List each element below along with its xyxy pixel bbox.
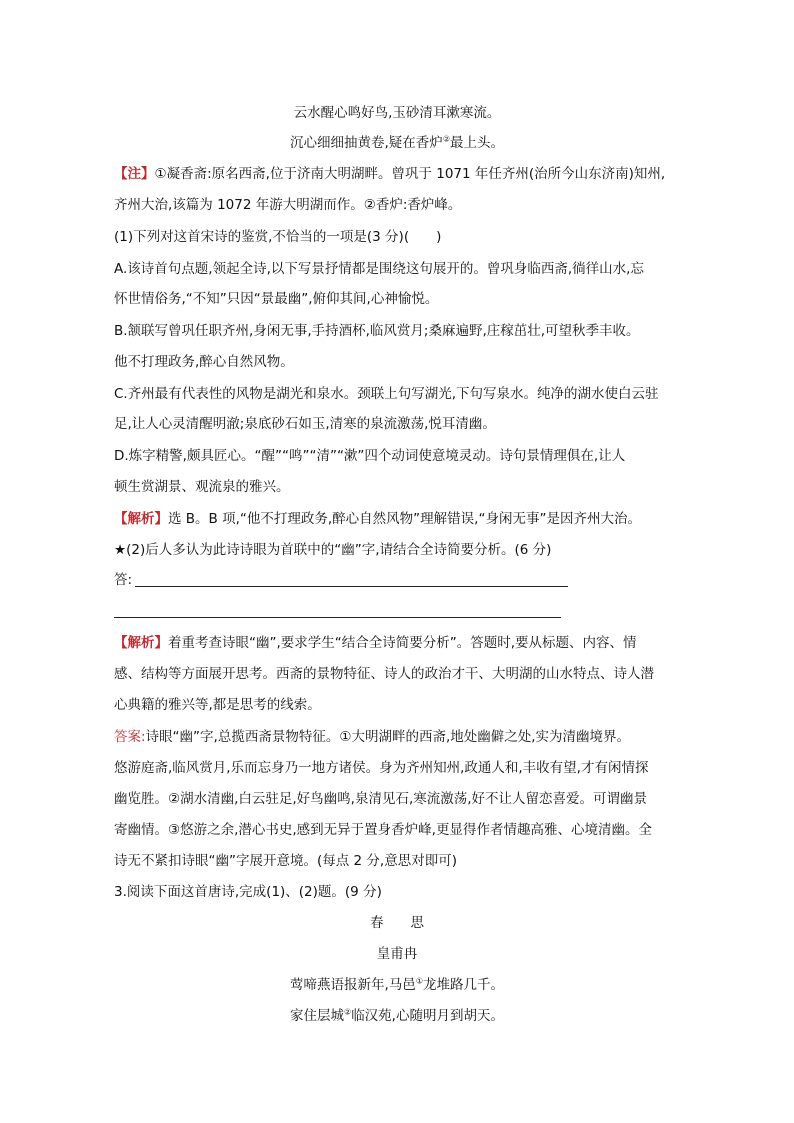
analysis-line: 【解析】选 B。B 项,“他不打理政务,醉心自然风物”理解错误,“身闲无事”是因齐州大治。: [114, 511, 641, 527]
answer-line: 答案:诗眼“幽”字,总揽西斋景物特征。①大明湖畔的西斋,地处幽僻之处,实为清幽境界。: [114, 729, 631, 745]
option-a-cont: 怀世情俗务,“不知”只因“景最幽”,俯仰其间,心神愉悦。: [114, 291, 439, 307]
answer-underline: [135, 586, 568, 587]
poem-line: 沉心细细抽黄卷,疑在香炉②最上头。: [290, 134, 504, 151]
option-a: A.该诗首句点题,领起全诗,以下写景抒情都是围绕这句展开的。曾巩身临西斋,徜徉山水,忘: [114, 261, 644, 277]
option-c: C.齐州最有代表性的风物是湖光和泉水。颈联上句写湖光,下句写泉水。纯净的湖水使白云驻: [114, 386, 659, 402]
analysis-tag: 【解析】: [114, 635, 168, 651]
option-b-cont: 他不打理政务,醉心自然风物。: [114, 354, 294, 370]
answer-line: 诗无不紧扣诗眼“幽”字展开意境。(每点 2 分,意思对即可): [114, 853, 457, 869]
analysis-line: 感、结构等方面展开思考。西斋的景物特征、诗人的政治才干、大明湖的山水特点、诗人潜: [114, 666, 654, 682]
question-stem: (1)下列对这首宋诗的鉴赏,不恰当的一项是(3 分)( ): [114, 229, 442, 245]
footnote-marker: ②: [344, 1007, 352, 1017]
annotation-line: 【注】①凝香斋:原名西斋,位于济南大明湖畔。曾巩于 1071 年任齐州(治所今山东济南)知州,: [114, 166, 666, 182]
answer-underline: [114, 617, 561, 618]
option-c-cont: 足,让人心灵清醒明澈;泉底砂石如玉,清寒的泉流激荡,悦耳清幽。: [114, 416, 496, 432]
option-b: B.颔联写曾巩任职齐州,身闲无事,手持酒杯,临风赏月;桑麻遍野,庄稼茁壮,可望秋季丰收。: [114, 323, 640, 339]
question-stem: ★(2)后人多认为此诗诗眼为首联中的“幽”字,请结合全诗简要分析。(6 分): [114, 542, 552, 558]
answer-label: 答:: [114, 572, 133, 588]
poem-author: 皇甫冉: [376, 946, 418, 962]
answer-tag: 答案:: [114, 729, 146, 745]
analysis-line: 心典籍的雅兴等,都是思考的线索。: [114, 697, 321, 713]
option-d-cont: 顿生赏湖景、观流泉的雅兴。: [114, 479, 290, 495]
poem-line: 莺啼燕语报新年,马邑①龙堆路几千。: [290, 976, 504, 993]
answer-line: 幽览胜。②湖水清幽,白云驻足,好鸟幽鸣,泉清见石,寒流激荡,好不让人留恋喜爱。可谓幽景: [114, 791, 648, 807]
poem-title: 春 思: [370, 915, 424, 931]
option-d: D.炼字精警,颇具匠心。“醒”“鸣”“清”“漱”四个动词使意境灵动。诗句景情理俱在,让人: [114, 448, 626, 464]
footnote-marker: ①: [415, 976, 423, 986]
annotation-line: 齐州大治,该篇为 1072 年游大明湖而作。②香炉:香炉峰。: [114, 197, 462, 213]
answer-line: 寄幽情。③悠游之余,潜心书史,感到无异于置身香炉峰,更显得作者情趣高雅、心境清幽。全: [114, 822, 652, 838]
analysis-line: 【解析】着重考查诗眼“幽”,要求学生“结合全诗简要分析”。答题时,要从标题、内容、情: [114, 635, 637, 651]
footnote-marker: ②: [442, 134, 450, 144]
note-tag: 【注】: [114, 166, 155, 182]
poem-line: 云水醒心鸣好鸟,玉砂清耳漱寒流。: [293, 105, 501, 121]
answer-line: 悠游庭斋,临风赏月,乐而忘身乃一地方诸侯。身为齐州知州,政通人和,丰收有望,才有闲情探: [114, 760, 649, 776]
poem-line: 家住层城②临汉苑,心随明月到胡天。: [290, 1007, 504, 1024]
question-stem: 3.阅读下面这首唐诗,完成(1)、(2)题。(9 分): [114, 884, 382, 900]
analysis-tag: 【解析】: [114, 511, 168, 527]
